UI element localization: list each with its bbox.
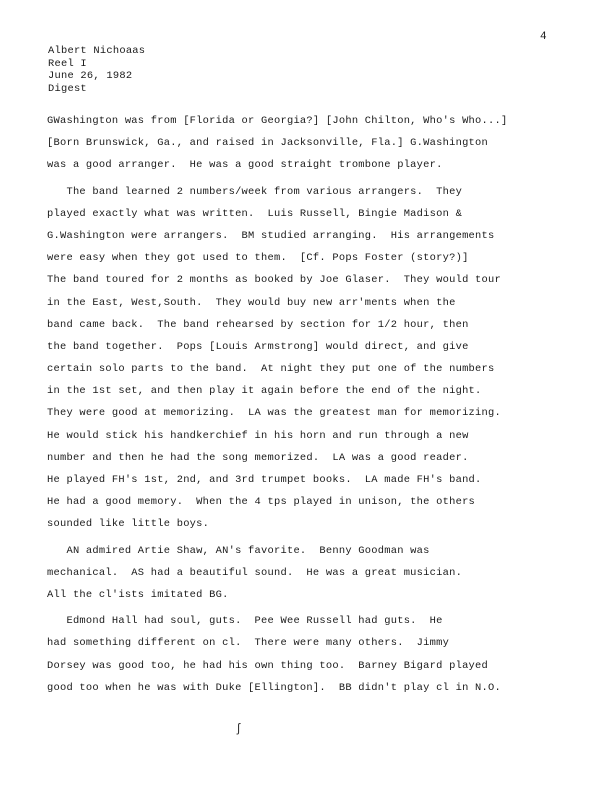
text-line: [Born Brunswick, Ga., and raised in Jacksonville, Fla.] G.Washington bbox=[47, 137, 489, 150]
text-line: played exactly what was written. Luis Russell, Bingie Madison & bbox=[47, 207, 463, 220]
text-line: was a good arranger. He was a good straight trombone player. bbox=[47, 159, 443, 172]
text-line: He had a good memory. When the 4 tps played in unison, the others bbox=[47, 496, 476, 509]
text-line: The band toured for 2 months as booked by Joe Glaser. They would tour bbox=[47, 274, 501, 287]
text-line: in the East, West,South. They would buy new arr'ments when the bbox=[47, 296, 456, 309]
text-line: in the 1st set, and then play it again before the end of the night. bbox=[47, 385, 482, 398]
header-reel: Reel I bbox=[48, 57, 87, 70]
text-line: Edmond Hall had soul, guts. Pee Wee Russell had guts. He bbox=[47, 615, 443, 628]
text-line: the band together. Pops [Louis Armstrong] would direct, and give bbox=[47, 340, 469, 353]
text-line: number and then he had the song memorized. LA was a good reader. bbox=[47, 451, 469, 464]
text-line: Dorsey was good too, he had his own thing too. Barney Bigard played bbox=[47, 659, 489, 672]
text-line: He would stick his handkerchief in his horn and run through a new bbox=[47, 429, 469, 442]
text-line: certain solo parts to the band. At night they put one of the numbers bbox=[47, 363, 495, 376]
text-line: All the cl'ists imitated BG. bbox=[47, 588, 229, 601]
text-line: band came back. The band rehearsed by section for 1/2 hour, then bbox=[47, 318, 469, 331]
paragraph bbox=[47, 610, 577, 699]
paragraph bbox=[47, 110, 577, 177]
document-header bbox=[48, 45, 145, 95]
handwritten-mark: ʃ bbox=[235, 722, 243, 736]
header-date: June 26, 1982 bbox=[48, 70, 133, 83]
text-line: mechanical. AS had a beautiful sound. He was a great musician. bbox=[47, 566, 463, 579]
paragraph bbox=[47, 181, 577, 536]
document-body bbox=[47, 110, 577, 699]
header-type: Digest bbox=[48, 82, 87, 95]
text-line: GWashington was from [Florida or Georgia?] [John Chilton, Who's Who...] bbox=[47, 115, 508, 127]
text-line: G.Washington were arrangers. BM studied arranging. His arrangements bbox=[47, 229, 495, 242]
text-line: were easy when they got used to them. [Cf. Pops Foster (story?)] bbox=[47, 252, 469, 265]
text-line: had something different on cl. There were many others. Jimmy bbox=[47, 637, 450, 650]
text-line: AN admired Artie Shaw, AN's favorite. Benny Goodman was bbox=[47, 544, 430, 557]
text-line: They were good at memorizing. LA was the greatest man for memorizing. bbox=[47, 407, 501, 420]
text-line: good too when he was with Duke [Ellington]. BB didn't play cl in N.O. bbox=[47, 681, 501, 694]
text-line: He played FH's 1st, 2nd, and 3rd trumpet books. LA made FH's band. bbox=[47, 474, 482, 486]
text-line: The band learned 2 numbers/week from various arrangers. They bbox=[47, 185, 463, 198]
paragraph bbox=[47, 540, 577, 607]
header-name: Albert Nichoaas bbox=[48, 45, 146, 57]
page-number: 4 bbox=[540, 31, 547, 43]
text-line: sounded like little boys. bbox=[47, 518, 210, 531]
